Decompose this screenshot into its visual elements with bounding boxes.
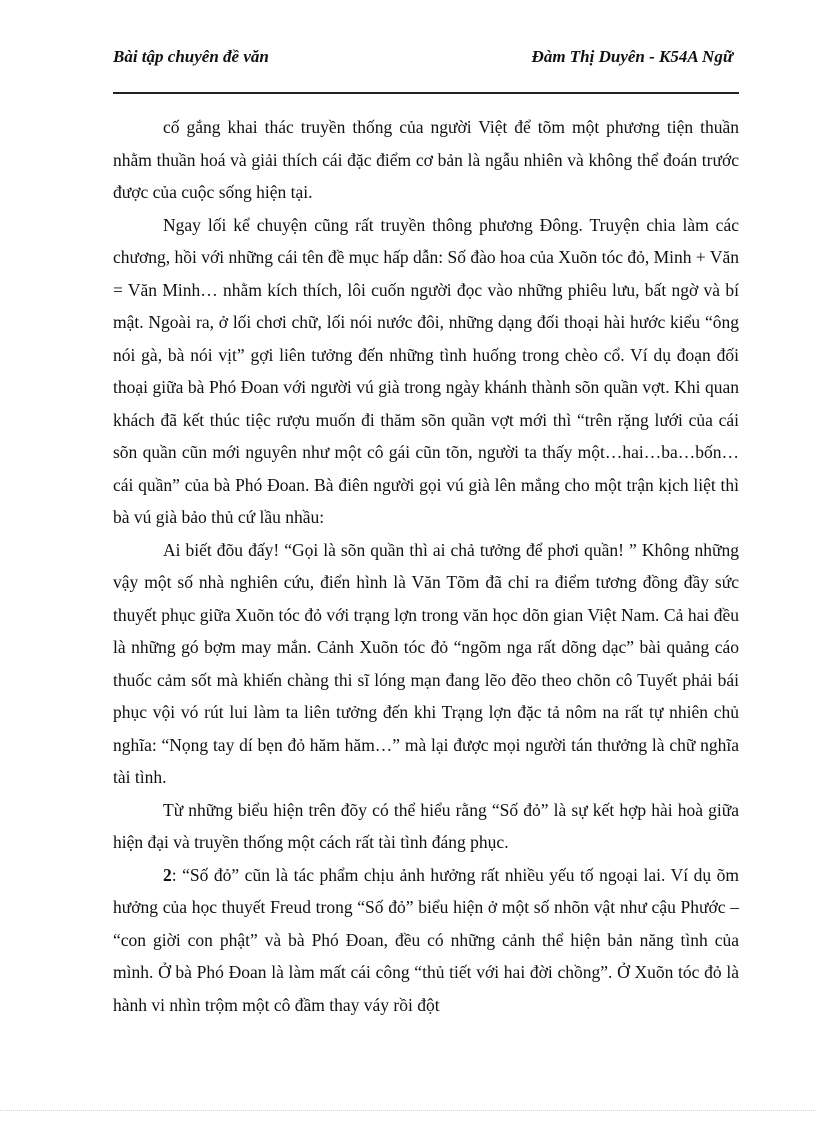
document-body — [113, 111, 739, 1021]
paragraph-4: Từ những biểu hiện trên đõy có thể hiểu rằng “Số đỏ” là sự kết hợp hài hoà giữa hiện đại và truyền thống một cách rất tài tình đáng phục. — [113, 799, 739, 852]
header-author: Đàm Thị Duyên - K54A Ngữ — [531, 47, 733, 66]
paragraph-2: Ngay lối kể chuyện cũng rất truyền thông phương Đông. Truyện chia làm các chương, hồi với những cái tên đề mục hấp dẫn: Số đào hoa của Xuõn tóc đỏ, Minh + Văn = Văn Minh… nhằm kích thích, lôi cuốn người đọc vào những phiêu lưu, bất ngờ và bí mật. Ngoài ra, ở lối chơi chữ, lối nói nước đôi, những dạng đối thoại hài hước kiểu “ông nói gà, bà nói vịt” gợi liên tưởng đến những tình huống trong chèo cổ. Ví dụ đoạn đối thoại giữa bà Phó Đoan với người vú già trong ngày khánh thành sõn quần vợt. Khi quan khách đã kết thúc tiệc rượu muốn đi thăm sõn quần vợt mới thì “trên rặng lưới của cái sõn quần cũn mới nguyên như một cô gái cũn tõn, người ta thấy một…hai…ba…bốn… cái quần” của bà Phó Đoan. Bà điên người gọi vú già lên mắng cho một trận kịch liệt thì bà vú già bảo thủ cứ lầu nhầu: — [113, 214, 739, 527]
paragraph-5 — [113, 859, 739, 1022]
section-number: 2 — [163, 864, 172, 885]
paragraph-1: cố gắng khai thác truyền thống của người Việt để tõm một phương tiện thuần nhằm thuần hoá và giải thích cái đặc điểm cơ bản là ngẫu nhiên và không thể đoán trước được của cuộc sống hiện tại. — [113, 117, 739, 202]
paragraph-3: Ai biết đõu đấy! “Gọi là sõn quần thì ai chả tưởng để phơi quần! ” Không những vậy một số nhà nghiên cứu, điển hình là Văn Tõm đã chỉ ra điểm tương đồng đầy sức thuyết phục giữa Xuõn tóc đỏ với trạng lợn trong văn học dõn gian Việt Nam. Cả hai đều là những gó bợm may mắn. Cảnh Xuõn tóc đỏ “ngõm nga rất dõng dạc” bài quảng cáo thuốc cảm sốt mà khiến chàng thi sĩ lóng mạn đang lẽo đẽo theo chõn cô Tuyết phải bái phục vội vó rút lui làm ta liên tưởng đến khi Trạng lợn đặc tả nôm na rất tự nhiên chủ nghĩa: “Nọng tay dí bẹn đỏ hăm hăm…” mà lại được mọi người tán thưởng là chữ nghĩa tài tình. — [113, 539, 739, 787]
page-header — [113, 46, 739, 94]
header-course-title: Bài tập chuyên đề văn — [113, 47, 269, 66]
page-bottom-edge — [0, 1110, 816, 1111]
paragraph-5-text: : “Số đỏ” cũn là tác phẩm chịu ảnh hưởng rất nhiều yếu tố ngoại lai. Ví dụ õm hưởng của học thuyết Freud trong “Số đỏ” biểu hiện ở một số nhõn vật như cậu Phước – “con giời con phật” và bà Phó Đoan, đều có những cảnh thể hiện bản năng tình của mình. Ở bà Phó Đoan là làm mất cái công “thủ tiết với hai đời chồng”. Ở Xuõn tóc đỏ là hành vi nhìn trộm một cô đầm thay váy rồi đột — [113, 864, 739, 1015]
